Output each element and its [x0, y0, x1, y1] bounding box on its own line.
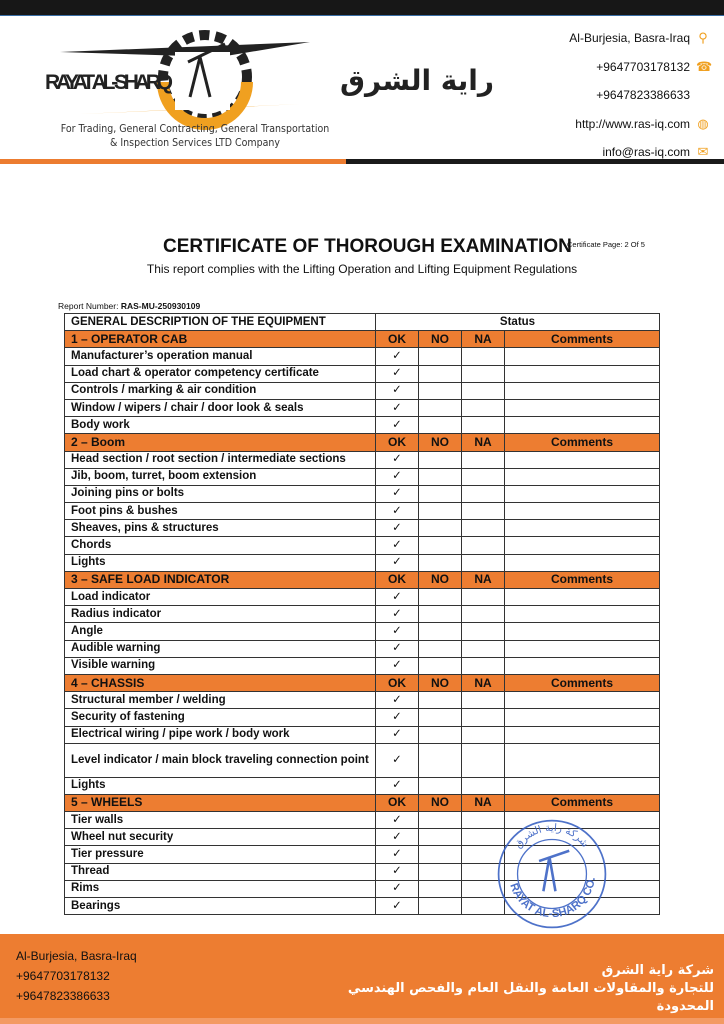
status-cell-ok	[376, 537, 419, 554]
item-label: Thread	[65, 863, 376, 880]
item-label: Radius indicator	[65, 606, 376, 623]
table-header-row	[65, 314, 660, 331]
status-cell-na	[462, 709, 505, 726]
header-status: Status	[376, 314, 660, 331]
status-cell-no	[419, 417, 462, 434]
status-cell-ok	[376, 846, 419, 863]
status-cell-no	[419, 520, 462, 537]
check-mark-icon: ✓	[392, 899, 402, 912]
footer-ar-line-1: شركة راية الشرق	[601, 963, 714, 978]
item-label: Body work	[65, 417, 376, 434]
check-mark-icon: ✓	[392, 401, 402, 414]
column-ok: OK	[376, 674, 419, 691]
location-pin-icon: ⚲	[698, 30, 708, 46]
item-label: Load chart & operator competency certificate	[65, 365, 376, 382]
item-label: Level indicator / main block traveling connection point	[65, 743, 376, 777]
status-cell-no	[419, 898, 462, 915]
comments-cell	[505, 485, 660, 502]
status-cell-ok	[376, 365, 419, 382]
item-label: Wheel nut security	[65, 829, 376, 846]
column-comments: Comments	[505, 794, 660, 811]
section-header-row	[65, 331, 660, 348]
comments-cell	[505, 537, 660, 554]
check-mark-icon: ✓	[392, 779, 402, 792]
status-cell-na	[462, 606, 505, 623]
comments-cell	[505, 743, 660, 777]
report-number	[58, 301, 200, 311]
footer-phone-2: +9647823386633	[16, 989, 110, 1003]
tagline-line-2: & Inspection Services LTD Company	[109, 137, 281, 149]
comments-cell	[505, 623, 660, 640]
check-mark-icon: ✓	[392, 470, 402, 483]
status-cell-no	[419, 812, 462, 829]
status-cell-no	[419, 846, 462, 863]
status-cell-ok	[376, 485, 419, 502]
column-comments: Comments	[505, 674, 660, 691]
table-row	[65, 348, 660, 365]
column-comments: Comments	[505, 571, 660, 588]
comments-cell	[505, 692, 660, 709]
status-cell-ok	[376, 812, 419, 829]
check-mark-icon: ✓	[392, 607, 402, 620]
report-number-label: Report Number:	[58, 301, 119, 311]
table-row	[65, 743, 660, 777]
page-title: CERTIFICATE OF THOROUGH EXAMINATION	[163, 236, 572, 257]
certificate-page: Certificate Page: 2 Of 5	[567, 240, 645, 249]
comments-cell	[505, 726, 660, 743]
check-mark-icon: ✓	[392, 367, 402, 380]
section-title: 1 – OPERATOR CAB	[65, 331, 376, 348]
check-mark-icon: ✓	[392, 830, 402, 843]
section-header-row	[65, 674, 660, 691]
globe-icon: ◍	[697, 115, 709, 131]
comments-cell	[505, 606, 660, 623]
item-label: Controls / marking & air condition	[65, 382, 376, 399]
status-cell-na	[462, 657, 505, 674]
table-row	[65, 640, 660, 657]
column-no: NO	[419, 674, 462, 691]
status-cell-no	[419, 606, 462, 623]
section-title: 5 – WHEELS	[65, 794, 376, 811]
footer-address: Al-Burjesia, Basra-Iraq	[16, 949, 137, 963]
item-label: Visible warning	[65, 657, 376, 674]
address-text: Al-Burjesia, Basra-Iraq	[569, 31, 690, 46]
status-cell-ok	[376, 520, 419, 537]
item-label: Electrical wiring / pipe work / body work	[65, 726, 376, 743]
status-cell-ok	[376, 417, 419, 434]
top-bar	[0, 0, 724, 16]
status-cell-no	[419, 589, 462, 606]
column-no: NO	[419, 571, 462, 588]
contact-phone-2	[569, 81, 710, 110]
column-no: NO	[419, 331, 462, 348]
item-label: Load indicator	[65, 589, 376, 606]
check-mark-icon: ✓	[392, 753, 402, 766]
contact-address	[569, 24, 710, 53]
status-cell-ok	[376, 640, 419, 657]
comments-cell	[505, 451, 660, 468]
status-cell-no	[419, 451, 462, 468]
page-footer	[0, 934, 724, 1024]
check-mark-icon: ✓	[392, 349, 402, 362]
column-na: NA	[462, 794, 505, 811]
footer-company-ar	[348, 962, 714, 1016]
status-cell-ok	[376, 880, 419, 897]
status-cell-no	[419, 657, 462, 674]
status-cell-ok	[376, 709, 419, 726]
status-cell-ok	[376, 657, 419, 674]
status-cell-no	[419, 743, 462, 777]
status-cell-ok	[376, 863, 419, 880]
comments-cell	[505, 348, 660, 365]
table-row	[65, 726, 660, 743]
column-no: NO	[419, 434, 462, 451]
footer-phone-1: +9647703178132	[16, 969, 110, 983]
status-cell-no	[419, 485, 462, 502]
check-mark-icon: ✓	[392, 453, 402, 466]
tagline-line-1: For Trading, General Contracting, General Transportation	[60, 123, 330, 135]
section-header-row	[65, 571, 660, 588]
table-row	[65, 657, 660, 674]
status-cell-na	[462, 451, 505, 468]
status-cell-no	[419, 726, 462, 743]
table-row	[65, 503, 660, 520]
check-mark-icon: ✓	[392, 642, 402, 655]
status-cell-na	[462, 537, 505, 554]
table-row	[65, 606, 660, 623]
status-cell-no	[419, 777, 462, 794]
section-title: 4 – CHASSIS	[65, 674, 376, 691]
status-cell-na	[462, 382, 505, 399]
column-comments: Comments	[505, 331, 660, 348]
footer-ar-line-2: للتجارة والمقاولات العامة والنقل العام والفحص الهندسي	[347, 981, 714, 996]
status-cell-no	[419, 348, 462, 365]
item-label: Structural member / welding	[65, 692, 376, 709]
status-cell-na	[462, 623, 505, 640]
check-mark-icon: ✓	[392, 865, 402, 878]
status-cell-na	[462, 743, 505, 777]
status-cell-ok	[376, 777, 419, 794]
envelope-icon: ✉	[697, 144, 709, 160]
status-cell-no	[419, 468, 462, 485]
stamp-text-en: RAYAT AL-SHARQ CO.	[507, 876, 598, 921]
status-cell-na	[462, 503, 505, 520]
check-mark-icon: ✓	[392, 813, 402, 826]
item-label: Security of fastening	[65, 709, 376, 726]
company-tagline	[47, 122, 344, 150]
status-cell-ok	[376, 692, 419, 709]
check-mark-icon: ✓	[392, 521, 402, 534]
column-comments: Comments	[505, 434, 660, 451]
status-cell-ok	[376, 743, 419, 777]
status-cell-na	[462, 417, 505, 434]
company-stamp	[496, 818, 608, 930]
column-na: NA	[462, 434, 505, 451]
check-mark-icon: ✓	[392, 504, 402, 517]
item-label: Angle	[65, 623, 376, 640]
check-mark-icon: ✓	[392, 882, 402, 895]
section-title: 3 – SAFE LOAD INDICATOR	[65, 571, 376, 588]
item-label: Sheaves, pins & structures	[65, 520, 376, 537]
item-label: Lights	[65, 554, 376, 571]
status-cell-no	[419, 554, 462, 571]
column-no: NO	[419, 794, 462, 811]
status-cell-na	[462, 726, 505, 743]
comments-cell	[505, 365, 660, 382]
status-cell-na	[462, 640, 505, 657]
item-label: Bearings	[65, 898, 376, 915]
status-cell-no	[419, 537, 462, 554]
status-cell-no	[419, 623, 462, 640]
comments-cell	[505, 589, 660, 606]
comments-cell	[505, 777, 660, 794]
table-row	[65, 468, 660, 485]
status-cell-no	[419, 503, 462, 520]
check-mark-icon: ✓	[392, 624, 402, 637]
item-label: Window / wipers / chair / door look & seals	[65, 399, 376, 416]
check-mark-icon: ✓	[392, 487, 402, 500]
status-cell-ok	[376, 589, 419, 606]
section-header-row	[65, 794, 660, 811]
column-ok: OK	[376, 571, 419, 588]
check-mark-icon: ✓	[392, 590, 402, 603]
status-cell-ok	[376, 898, 419, 915]
column-na: NA	[462, 571, 505, 588]
check-mark-icon: ✓	[392, 693, 402, 706]
status-cell-ok	[376, 468, 419, 485]
status-cell-na	[462, 554, 505, 571]
item-label: Tier pressure	[65, 846, 376, 863]
footer-contacts	[16, 946, 137, 1006]
status-cell-no	[419, 692, 462, 709]
table-row	[65, 537, 660, 554]
check-mark-icon: ✓	[392, 848, 402, 861]
status-cell-no	[419, 640, 462, 657]
check-mark-icon: ✓	[392, 659, 402, 672]
header-divider-black	[346, 159, 724, 164]
section-title: 2 – Boom	[65, 434, 376, 451]
contact-phone-1	[569, 53, 713, 82]
table-row	[65, 417, 660, 434]
contact-website[interactable]	[569, 110, 710, 139]
header-description: GENERAL DESCRIPTION OF THE EQUIPMENT	[65, 314, 376, 331]
status-cell-no	[419, 863, 462, 880]
check-mark-icon: ✓	[392, 728, 402, 741]
status-cell-no	[419, 365, 462, 382]
status-cell-ok	[376, 623, 419, 640]
check-mark-icon: ✓	[392, 418, 402, 431]
status-cell-ok	[376, 726, 419, 743]
status-cell-ok	[376, 451, 419, 468]
table-row	[65, 623, 660, 640]
footer-bottom-strip	[0, 1018, 724, 1024]
table-row	[65, 485, 660, 502]
column-na: NA	[462, 331, 505, 348]
table-row	[65, 382, 660, 399]
column-na: NA	[462, 674, 505, 691]
stamp-text-ar: شركة راية الشرق	[512, 821, 592, 851]
table-row	[65, 399, 660, 416]
status-cell-na	[462, 692, 505, 709]
status-cell-ok	[376, 554, 419, 571]
table-row	[65, 589, 660, 606]
comments-cell	[505, 640, 660, 657]
status-cell-na	[462, 468, 505, 485]
status-cell-no	[419, 399, 462, 416]
website-link[interactable]: http://www.ras-iq.com	[575, 116, 690, 131]
table-row	[65, 451, 660, 468]
check-mark-icon: ✓	[392, 710, 402, 723]
column-ok: OK	[376, 434, 419, 451]
comments-cell	[505, 399, 660, 416]
check-mark-icon: ✓	[392, 384, 402, 397]
table-row	[65, 520, 660, 537]
svg-text:شركة راية الشرق	[512, 822, 591, 851]
email-link[interactable]: info@ras-iq.com	[602, 145, 690, 160]
status-cell-ok	[376, 348, 419, 365]
status-cell-ok	[376, 503, 419, 520]
table-row	[65, 365, 660, 382]
item-label: Lights	[65, 777, 376, 794]
item-label: Manufacturer’s operation manual	[65, 348, 376, 365]
comments-cell	[505, 417, 660, 434]
table-row	[65, 554, 660, 571]
comments-cell	[505, 503, 660, 520]
logo-text-ar: راية الشرق	[340, 64, 495, 97]
spacer	[696, 88, 710, 102]
status-cell-na	[462, 348, 505, 365]
status-cell-no	[419, 382, 462, 399]
comments-cell	[505, 554, 660, 571]
column-ok: OK	[376, 794, 419, 811]
item-label: Joining pins or bolts	[65, 485, 376, 502]
status-cell-na	[462, 520, 505, 537]
item-label: Audible warning	[65, 640, 376, 657]
telephone-icon: ☎	[696, 58, 713, 74]
check-mark-icon: ✓	[392, 556, 402, 569]
status-cell-na	[462, 589, 505, 606]
status-cell-ok	[376, 382, 419, 399]
status-cell-no	[419, 880, 462, 897]
item-label: Foot pins & bushes	[65, 503, 376, 520]
check-mark-icon: ✓	[392, 539, 402, 552]
header-divider-orange	[0, 159, 346, 164]
status-cell-ok	[376, 829, 419, 846]
svg-text:RAYAT AL-SHARQ CO.	[507, 877, 598, 921]
item-label: Jib, boom, turret, boom extension	[65, 468, 376, 485]
item-label: Head section / root section / intermediate sections	[65, 451, 376, 468]
comments-cell	[505, 520, 660, 537]
item-label: Tier walls	[65, 812, 376, 829]
page-subtitle: This report complies with the Lifting Operation and Lifting Equipment Regulations	[146, 262, 578, 276]
status-cell-no	[419, 829, 462, 846]
phone-text: +9647823386633	[596, 88, 690, 103]
footer-ar-line-3: المحدودة	[656, 999, 714, 1014]
header-contacts	[569, 24, 713, 167]
phone-text: +9647703178132	[596, 59, 690, 74]
item-label: Rims	[65, 880, 376, 897]
comments-cell	[505, 468, 660, 485]
status-cell-na	[462, 365, 505, 382]
table-row	[65, 777, 660, 794]
status-cell-na	[462, 399, 505, 416]
status-cell-ok	[376, 399, 419, 416]
comments-cell	[505, 382, 660, 399]
item-label: Chords	[65, 537, 376, 554]
column-ok: OK	[376, 331, 419, 348]
logo-text-en: RAYAT AL-SHARQ	[45, 71, 173, 94]
table-row	[65, 709, 660, 726]
status-cell-ok	[376, 606, 419, 623]
status-cell-na	[462, 777, 505, 794]
report-number-value: RAS-MU-250930109	[120, 301, 201, 311]
comments-cell	[505, 657, 660, 674]
status-cell-na	[462, 485, 505, 502]
status-cell-no	[419, 709, 462, 726]
table-row	[65, 692, 660, 709]
section-header-row	[65, 434, 660, 451]
comments-cell	[505, 709, 660, 726]
